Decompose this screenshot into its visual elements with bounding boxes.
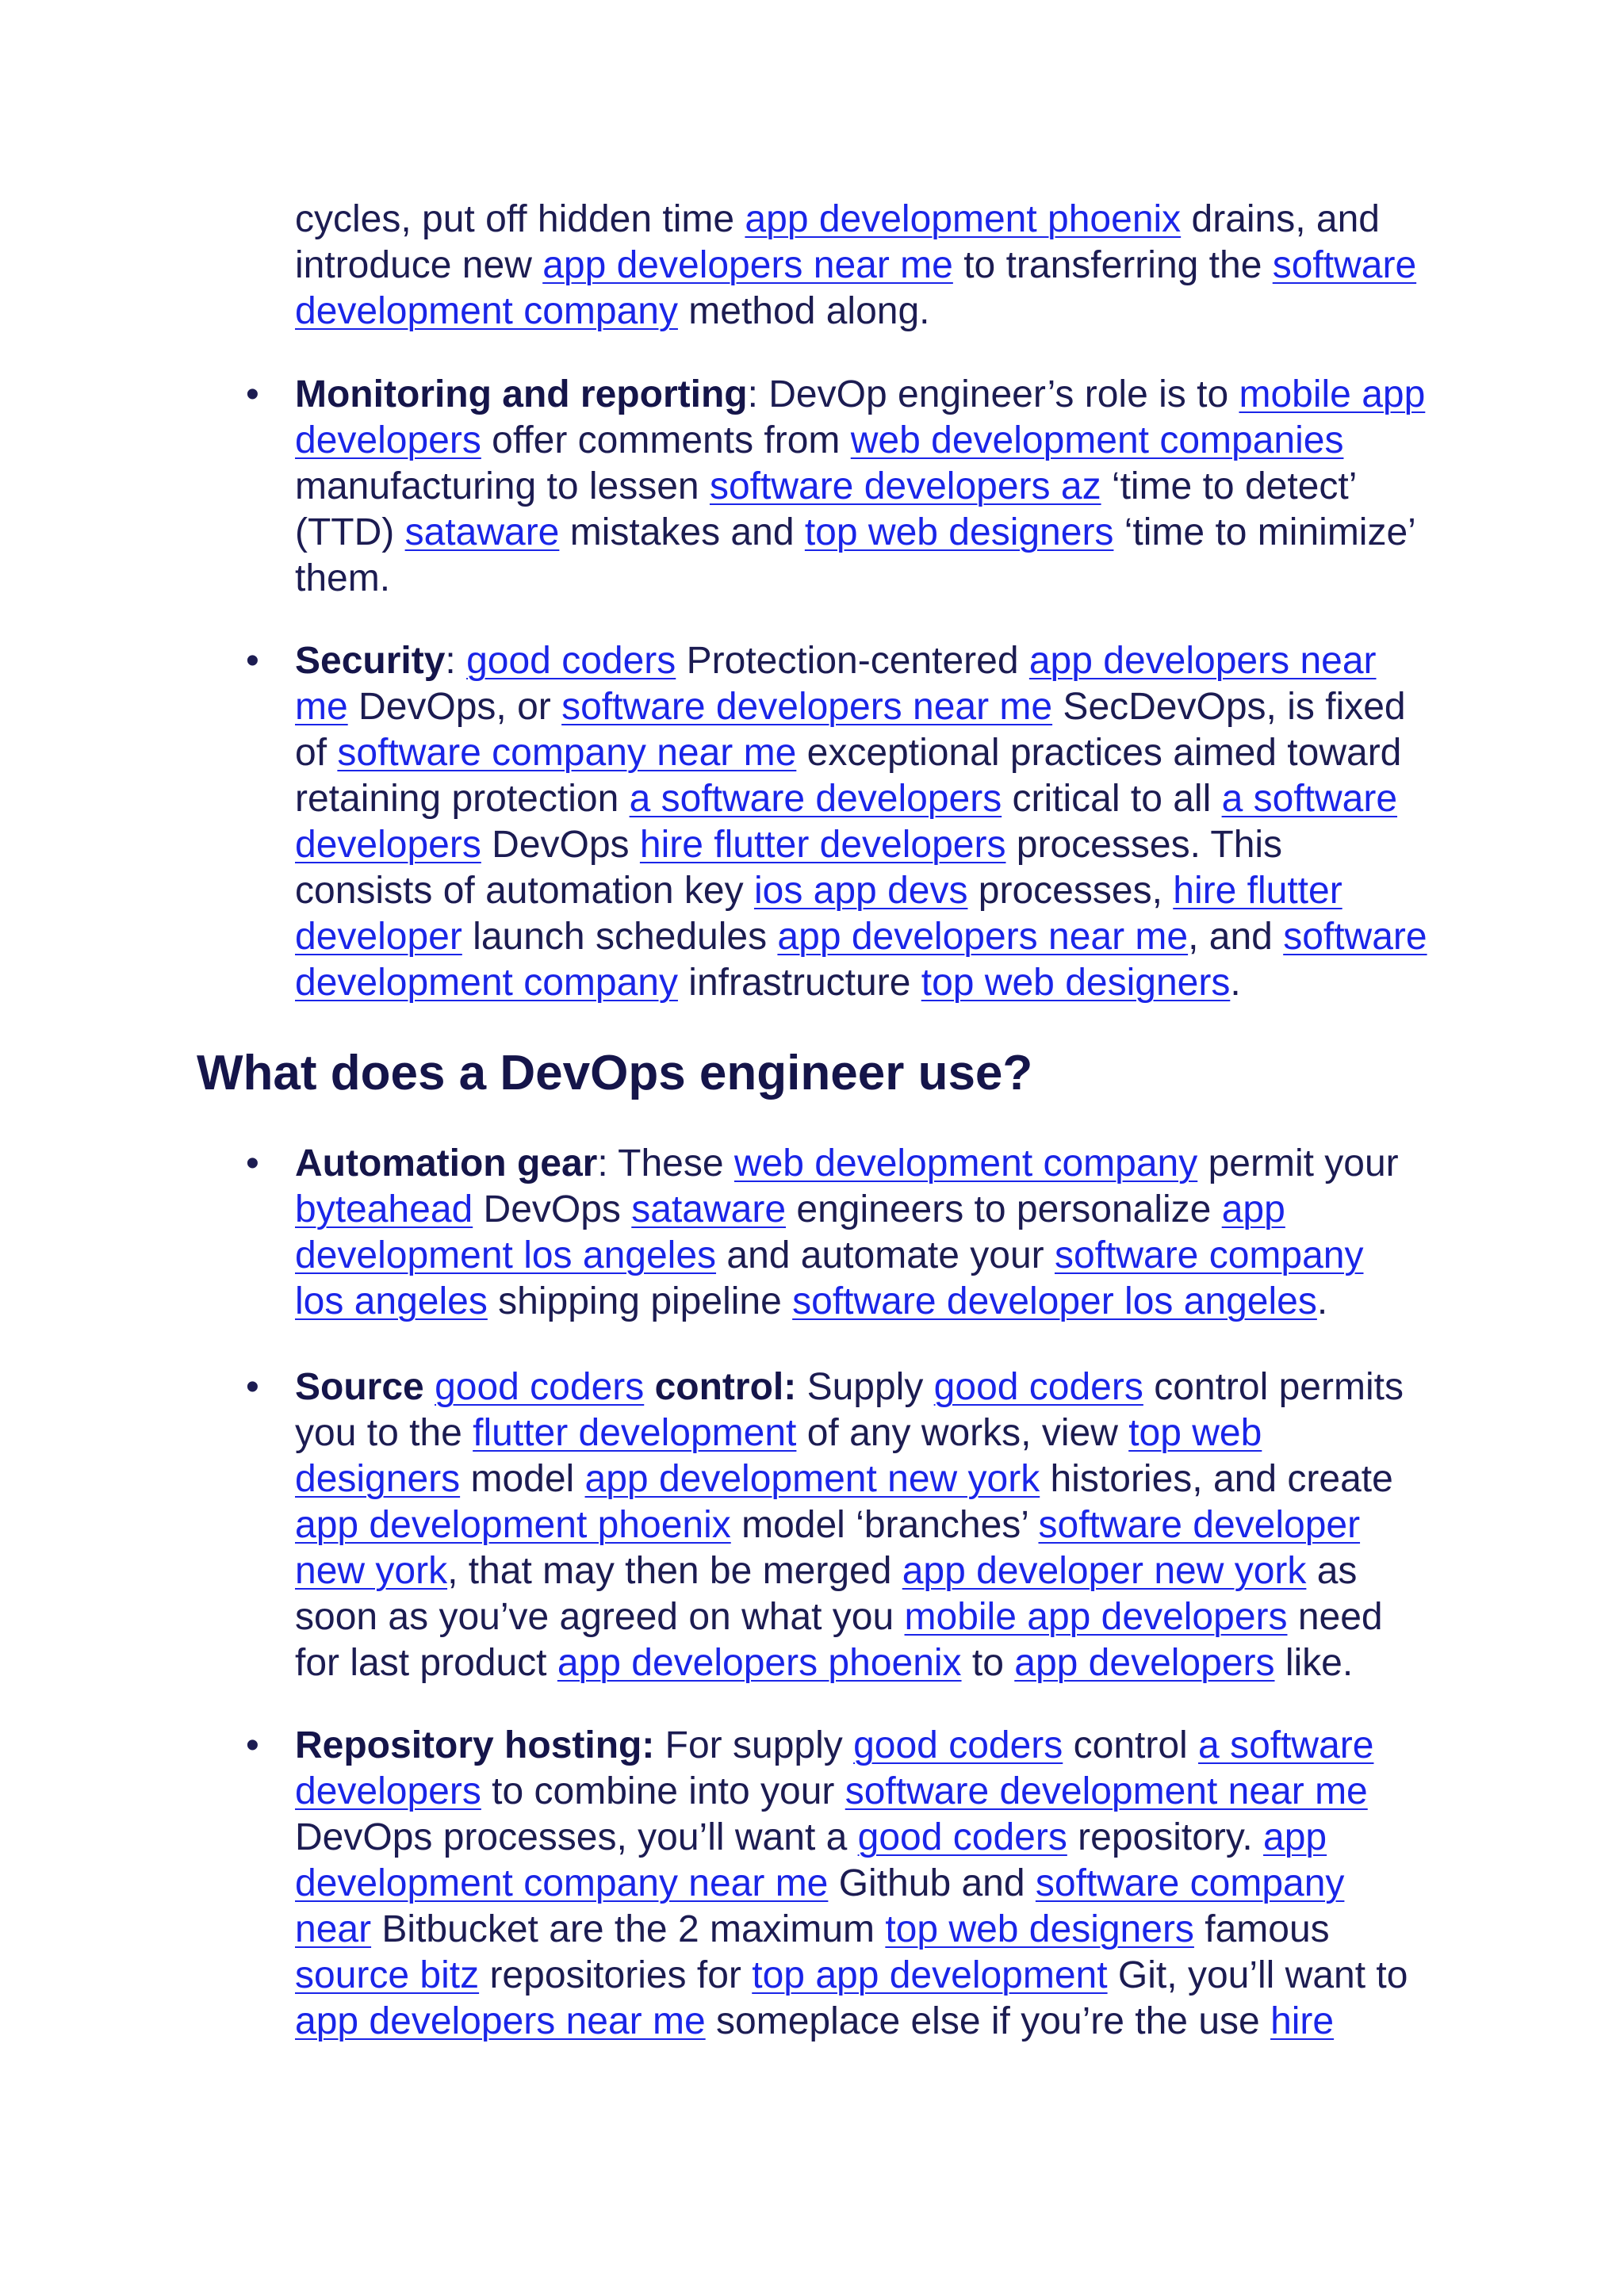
text-span: of any works, view: [796, 1412, 1129, 1454]
inline-link[interactable]: mobile app: [1239, 373, 1426, 415]
text-line: [295, 1907, 1437, 1953]
text-span: infrastructure: [677, 962, 921, 1004]
text-span: repository.: [1067, 1816, 1264, 1858]
inline-link[interactable]: top web designers: [921, 962, 1231, 1004]
text-line: [295, 868, 1437, 914]
inline-link[interactable]: developer: [295, 916, 462, 958]
inline-link[interactable]: designers: [295, 1458, 461, 1500]
text-span: control permits: [1143, 1366, 1404, 1408]
inline-link[interactable]: top web: [1128, 1412, 1262, 1454]
text-span: Github and: [828, 1862, 1036, 1904]
bullet-automation-gear: [246, 1141, 1437, 1325]
text-span: them.: [295, 557, 391, 599]
text-span: DevOps: [473, 1188, 632, 1230]
text-span: engineers to personalize: [786, 1188, 1222, 1230]
inline-link[interactable]: software company near me: [337, 732, 797, 774]
text-line: [295, 1502, 1437, 1548]
text-span: processes. This: [1005, 824, 1283, 866]
text-span: Protection-centered: [676, 640, 1029, 682]
text-line: [295, 822, 1437, 868]
text-line: [295, 556, 1437, 602]
text-line: [295, 418, 1437, 464]
text-span: to transferring the: [952, 244, 1273, 286]
inline-link[interactable]: hire: [1270, 2000, 1335, 2042]
text-line: [295, 684, 1437, 730]
text-span: Bitbucket are the 2 maximum: [371, 1908, 886, 1950]
bullet-source-control: [246, 1364, 1437, 1686]
inline-link[interactable]: software developer los angeles: [792, 1280, 1317, 1322]
bold-label: control:: [644, 1366, 797, 1408]
text-span: histories, and create: [1040, 1458, 1393, 1500]
text-span: (TTD): [295, 511, 405, 553]
text-line: [295, 776, 1437, 822]
inline-link[interactable]: top web designers: [885, 1908, 1194, 1950]
inline-link[interactable]: near: [295, 1908, 372, 1950]
inline-link[interactable]: app developers near me: [777, 916, 1189, 958]
text-span: DevOps: [481, 824, 640, 866]
inline-link[interactable]: app: [1221, 1188, 1285, 1230]
inline-link[interactable]: developers: [295, 1770, 481, 1812]
text-span: for last product: [295, 1642, 557, 1684]
inline-link[interactable]: app development phoenix: [295, 1504, 731, 1546]
text-line: [295, 1594, 1437, 1640]
inline-link[interactable]: me: [295, 686, 348, 728]
inline-link[interactable]: top web designers: [804, 511, 1114, 553]
inline-link[interactable]: app developer new york: [902, 1550, 1307, 1592]
text-line: [295, 243, 1437, 289]
inline-link[interactable]: software developer: [1038, 1504, 1361, 1546]
text-span: model ‘branches’: [730, 1504, 1039, 1546]
text-span: retaining protection: [295, 778, 630, 820]
text-span: .: [1316, 1280, 1328, 1322]
text-span: control: [1063, 1724, 1199, 1766]
text-line: [295, 1769, 1437, 1815]
text-line: [295, 914, 1437, 960]
text-line: [295, 960, 1437, 1006]
text-line: [295, 1723, 1437, 1769]
inline-link[interactable]: good coders: [435, 1366, 645, 1408]
inline-link[interactable]: developers: [295, 419, 481, 461]
inline-link[interactable]: software development near me: [845, 1770, 1368, 1812]
text-line: [295, 1141, 1437, 1187]
text-span: mistakes and: [559, 511, 805, 553]
text-span: to: [961, 1642, 1015, 1684]
text-span: , and: [1188, 916, 1284, 958]
text-span: :: [445, 640, 467, 682]
text-span: : DevOp engineer’s role is to: [747, 373, 1239, 415]
text-span: consists of automation key: [295, 870, 754, 912]
bold-label: Automation gear: [295, 1142, 598, 1184]
text-span: cycles, put off hidden time: [295, 198, 745, 240]
text-span: offer comments from: [481, 419, 851, 461]
text-span: Git, you’ll want to: [1107, 1954, 1408, 1996]
inline-link[interactable]: developers: [295, 824, 481, 866]
inline-link[interactable]: app developers phoenix: [557, 1642, 962, 1684]
text-span: exceptional practices aimed toward: [796, 732, 1402, 774]
text-line: [295, 1456, 1437, 1502]
text-span: as: [1306, 1550, 1358, 1592]
bullet-monitoring-and-reporting: [246, 372, 1437, 602]
inline-link[interactable]: app development phoenix: [745, 198, 1182, 240]
text-line: [295, 1953, 1437, 1999]
bold-label: Source: [295, 1366, 435, 1408]
inline-link[interactable]: good coders: [857, 1816, 1067, 1858]
text-span: manufacturing to lessen: [295, 465, 710, 507]
text-span: ‘time to minimize’: [1113, 511, 1416, 553]
text-line: [295, 1640, 1437, 1686]
bullet-icon: •: [246, 640, 259, 682]
bullet-repository-hosting: [246, 1723, 1437, 2045]
bold-label: Repository hosting:: [295, 1724, 655, 1766]
section-heading: What does a DevOps engineer use?: [197, 1046, 1033, 1100]
inline-link[interactable]: hire flutter developers: [639, 824, 1006, 866]
text-span: soon as you’ve agreed on what you: [295, 1596, 905, 1638]
text-span: launch schedules: [462, 916, 778, 958]
inline-link[interactable]: good coders: [853, 1724, 1063, 1766]
text-line: [295, 289, 1437, 335]
text-span: ‘time to detect’: [1101, 465, 1358, 507]
inline-link[interactable]: app developers: [1014, 1642, 1275, 1684]
inline-link[interactable]: web development companies: [850, 419, 1344, 461]
text-line: [295, 372, 1437, 418]
inline-link[interactable]: app developers near: [1028, 640, 1377, 682]
text-span: someplace else if you’re the use: [705, 2000, 1271, 2042]
text-line: [295, 1815, 1437, 1861]
inline-link[interactable]: web development company: [733, 1142, 1198, 1184]
text-line: [295, 1548, 1437, 1594]
text-line: [295, 730, 1437, 776]
inline-link[interactable]: a software: [1221, 778, 1398, 820]
text-span: model: [460, 1458, 585, 1500]
inline-link[interactable]: good coders: [466, 640, 676, 682]
bullet-icon: •: [246, 373, 259, 415]
inline-link[interactable]: software: [1272, 244, 1417, 286]
text-span: DevOps, or: [347, 686, 562, 728]
inline-link[interactable]: software developers az: [709, 465, 1101, 507]
bold-label: Security: [295, 640, 446, 682]
inline-link[interactable]: mobile app developers: [904, 1596, 1288, 1638]
text-span: DevOps processes, you’ll want a: [295, 1816, 858, 1858]
inline-link[interactable]: app: [1263, 1816, 1327, 1858]
bold-label: Monitoring and reporting: [295, 373, 748, 415]
inline-link[interactable]: development company: [295, 962, 678, 1004]
text-span: processes,: [967, 870, 1174, 912]
bullet-icon: •: [246, 1366, 259, 1408]
bullet-security: [246, 638, 1437, 1006]
text-span: famous: [1193, 1908, 1330, 1950]
text-span: you to the: [295, 1412, 473, 1454]
text-span: and automate your: [716, 1234, 1055, 1276]
text-line: [295, 638, 1437, 684]
inline-link[interactable]: software: [1283, 916, 1427, 958]
text-span: For supply: [654, 1724, 854, 1766]
inline-link[interactable]: app developers near me: [295, 2000, 706, 2042]
text-line: [295, 1410, 1437, 1456]
text-span: permit your: [1197, 1142, 1399, 1184]
inline-link[interactable]: sataware: [404, 511, 560, 553]
inline-link[interactable]: app developers near me: [542, 244, 953, 286]
inline-link[interactable]: hire flutter: [1173, 870, 1342, 912]
text-span: introduce new: [295, 244, 543, 286]
text-line: [295, 1187, 1437, 1233]
text-line: [295, 1861, 1437, 1907]
text-span: Supply: [796, 1366, 934, 1408]
inline-link[interactable]: good coders: [933, 1366, 1143, 1408]
text-span: .: [1230, 962, 1241, 1004]
inline-link[interactable]: new york: [295, 1550, 448, 1592]
text-span: shipping pipeline: [487, 1280, 793, 1322]
inline-link[interactable]: app development new york: [584, 1458, 1040, 1500]
inline-link[interactable]: software company: [1054, 1234, 1364, 1276]
inline-link[interactable]: source bitz: [295, 1954, 480, 1996]
inline-link[interactable]: los angeles: [295, 1280, 488, 1322]
text-line: [295, 1999, 1437, 2045]
inline-link[interactable]: development los angeles: [295, 1234, 717, 1276]
text-line: [295, 1233, 1437, 1279]
inline-link[interactable]: flutter development: [473, 1412, 797, 1454]
text-span: repositories for: [479, 1954, 753, 1996]
inline-link[interactable]: a software: [1198, 1724, 1374, 1766]
text-span: like.: [1274, 1642, 1354, 1684]
text-span: method along.: [677, 290, 930, 332]
text-span: , that may then be merged: [447, 1550, 902, 1592]
inline-link[interactable]: top app development: [752, 1954, 1108, 1996]
inline-link[interactable]: ios app devs: [753, 870, 968, 912]
text-span: critical to all: [1002, 778, 1222, 820]
text-line: [295, 510, 1437, 556]
paragraph-continuation: [295, 197, 1437, 335]
text-line: [295, 464, 1437, 510]
text-span: of: [295, 732, 338, 774]
text-span: drains, and: [1181, 198, 1380, 240]
inline-link[interactable]: development company: [295, 290, 678, 332]
inline-link[interactable]: software company: [1035, 1862, 1345, 1904]
inline-link[interactable]: software developers near me: [561, 686, 1053, 728]
inline-link[interactable]: byteahead: [295, 1188, 473, 1230]
text-span: SecDevOps, is fixed: [1052, 686, 1406, 728]
bullet-icon: •: [246, 1142, 259, 1184]
inline-link[interactable]: a software developers: [629, 778, 1002, 820]
bullet-icon: •: [246, 1724, 259, 1766]
text-line: [295, 1279, 1437, 1325]
text-line: [295, 1364, 1437, 1410]
text-span: need: [1287, 1596, 1383, 1638]
inline-link[interactable]: development company near me: [295, 1862, 829, 1904]
text-span: : These: [597, 1142, 734, 1184]
text-line: [295, 197, 1437, 243]
text-span: to combine into your: [481, 1770, 845, 1812]
inline-link[interactable]: sataware: [631, 1188, 787, 1230]
